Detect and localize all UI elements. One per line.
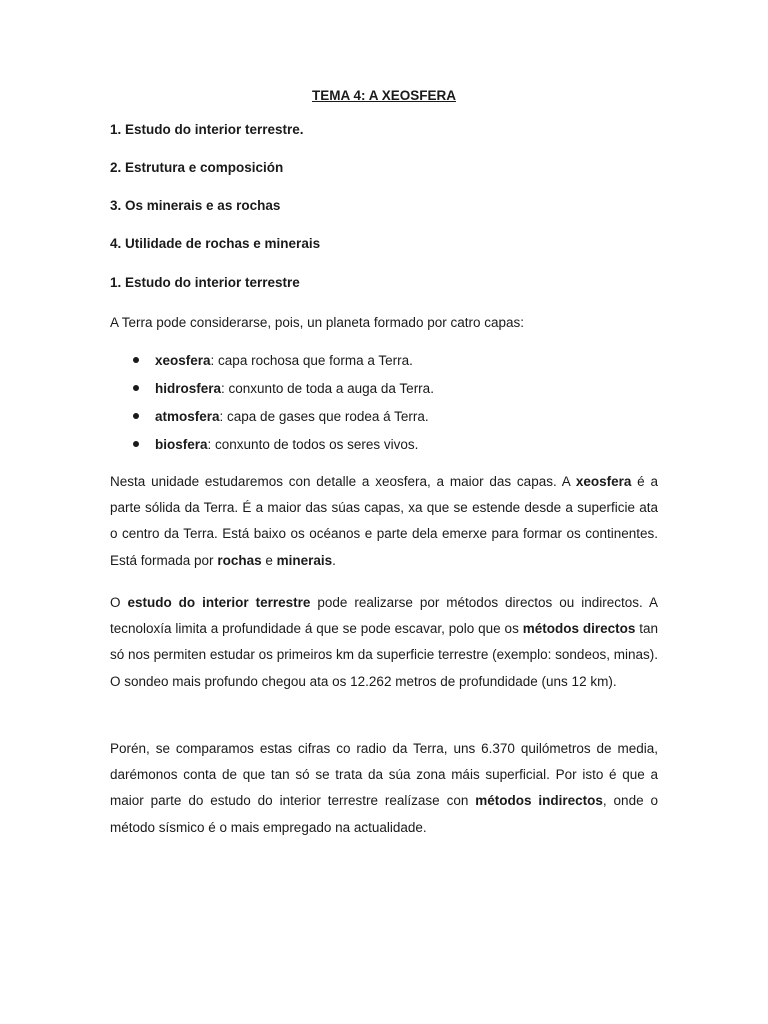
- index-item-2: 2. Estrutura e composición: [110, 160, 284, 175]
- layer-desc: : conxunto de todos os seres vivos.: [207, 437, 419, 452]
- index-item-3: 3. Os minerais e as rochas: [110, 198, 281, 213]
- list-item: [110, 352, 658, 380]
- bold-term: métodos directos: [522, 621, 636, 637]
- paragraph-estudo: [110, 590, 658, 695]
- text-run: tan só nos permiten estudar os primeiros km da superficie terrestre (exemplo: sondeos, minas). O sondeo mais profundo chegou ata os 12.262 metros de profundidade (uns 12 km).: [110, 621, 658, 689]
- bold-term: métodos indirectos: [475, 793, 603, 809]
- layer-term: atmosfera: [155, 409, 220, 424]
- bullet-icon: [133, 413, 139, 419]
- layers-list: [110, 352, 658, 464]
- text-run: e: [261, 552, 277, 568]
- layer-term: biosfera: [155, 437, 208, 452]
- text-run: Porén, se comparamos estas cifras co radio da Terra, uns 6.370 quilómetros de media, darémonos conta de que tan só se trata da súa zona máis superficial. Por isto é que a maior parte do estudo do interior terrestre realízase con: [110, 741, 658, 809]
- bullet-icon: [133, 441, 139, 447]
- text-run: .: [332, 552, 336, 568]
- bold-term: minerais: [276, 552, 333, 568]
- paragraph-metodos: [110, 736, 658, 841]
- index-item-1: 1. Estudo do interior terrestre.: [110, 122, 304, 137]
- text-run: é a parte sólida da Terra. É a maior das súas capas, xa que se estende desde a superficie ata o centro da Terra. Está baixo os océanos e parte dela emerxe para formar os continentes. Está formada por: [110, 474, 658, 568]
- text-run: pode realizarse por métodos directos ou indirectos. A tecnoloxía limita a profundidade á que se pode escavar, polo que os: [110, 595, 658, 637]
- intro-text: A Terra pode considerarse, pois, un planeta formado por catro capas:: [110, 315, 524, 330]
- bold-term: rochas: [217, 552, 262, 568]
- text-run: Nesta unidade estudaremos con detalle a xeosfera, a maior das capas. A: [110, 474, 576, 489]
- document-title: TEMA 4: A XEOSFERA: [311, 88, 456, 103]
- layer-term: xeosfera: [155, 353, 211, 368]
- text-run: O: [110, 595, 128, 610]
- layer-desc: : capa de gases que rodea á Terra.: [219, 409, 429, 424]
- section-heading: 1. Estudo do interior terrestre: [110, 275, 300, 290]
- list-item: [110, 436, 658, 464]
- layer-desc: : capa rochosa que forma a Terra.: [210, 353, 413, 368]
- list-item: [110, 380, 658, 408]
- text-run: , onde o método sísmico é o mais empregado na actualidade.: [110, 793, 658, 835]
- bold-term: estudo do interior terrestre: [127, 595, 311, 610]
- bold-term: xeosfera: [575, 474, 632, 489]
- index-item-4: 4. Utilidade de rochas e minerais: [110, 236, 321, 251]
- paragraph-xeosfera: [110, 469, 658, 574]
- bullet-icon: [133, 385, 139, 391]
- bullet-icon: [133, 357, 139, 363]
- layer-term: hidrosfera: [155, 381, 222, 396]
- list-item: [110, 408, 658, 436]
- layer-desc: : conxunto de toda a auga da Terra.: [221, 381, 434, 396]
